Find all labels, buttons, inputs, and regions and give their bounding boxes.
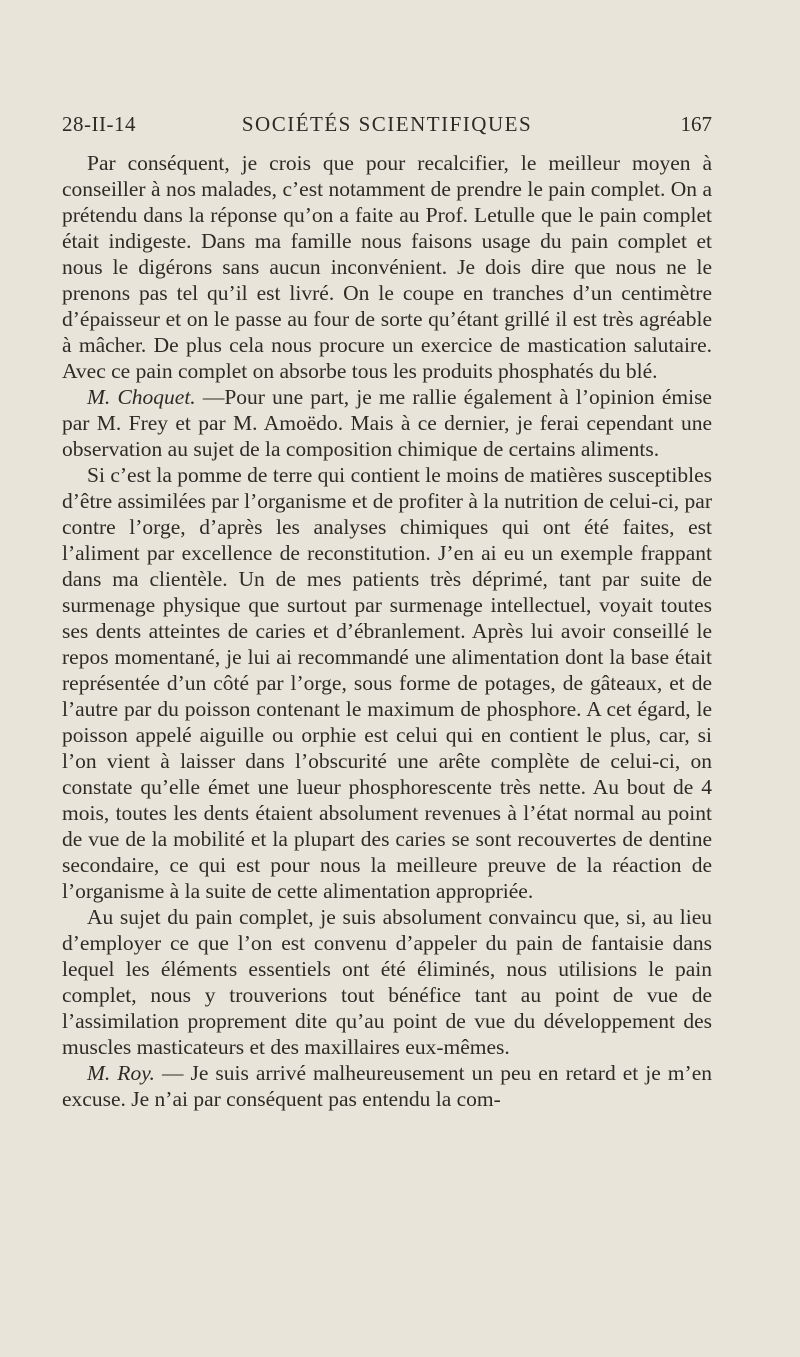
paragraph [62,384,712,462]
running-header [62,112,712,142]
paragraph-text: — Je suis arrivé malheureusement un peu en retard et je m’en excuse. Je n’ai par conséquent pas entendu la com- [62,1061,712,1111]
paragraph-text: —Pour une part, je me rallie également à l’opinion émise par M. Frey et par M. Amoëdo. Mais à ce dernier, je ferai cependant une observation au sujet de la composition chimique de certains aliments. [62,385,712,461]
paragraph-text: Si c’est la pomme de terre qui contient le moins de matières susceptibles d’être assimilées par l’organisme et de profiter à la nutrition de celui-ci, par contre l’orge, d’après les analyses chimiques qui ont été faites, est l’aliment par excellence de reconstitution. J’en ai eu un exemple frappant dans ma clientèle. Un de mes patients très déprimé, tant par suite de surmenage physique que surtout par surmenage intellectuel, voyait toutes ses dents atteintes de caries et d’ébranlement. Après lui avoir conseillé le repos momentané, je lui ai recommandé une alimentation dont la base était représentée d’un côté par l’orge, sous forme de potages, de gâteaux, et de l’autre par du poisson contenant le maximum de phosphore. A cet égard, le poisson appelé aiguille ou orphie est celui qui en contient le plus, car, si l’on vient à laisser dans l’obscurité une arête complète de celui-ci, on constate qu’elle émet une lueur phosphorescente très nette. Au bout de 4 mois, toutes les dents étaient absolument revenues à l’état normal au point de vue de la mobilité et la plupart des caries se sont recouvertes de dentine secondaire, ce qui est pour nous la meilleure preuve de la réaction de l’organisme à la suite de cette alimentation appropriée. [62,463,712,903]
paragraph-text: Par conséquent, je crois que pour recalcifier, le meilleur moyen à conseiller à nos malades, c’est notamment de prendre le pain complet. On a prétendu dans la réponse qu’on a faite au Prof. Letulle que le pain complet était indigeste. Dans ma famille nous faisons usage du pain complet et nous le digérons sans aucun inconvénient. Je dois dire que nous ne le prenons pas tel qu’il est livré. On le coupe en tranches d’un centimètre d’épaisseur et on le passe au four de sorte qu’étant grillé il est très agréable à mâcher. De plus cela nous procure un exercice de mastication salutaire. Avec ce pain complet on absorbe tous les produits phosphatés du blé. [62,151,712,383]
speaker-name: M. Choquet. [87,385,196,409]
paragraph [62,904,712,1060]
body-text [62,150,712,1112]
paragraph [62,150,712,384]
page-number: 167 [680,112,712,136]
speaker-name: M. Roy. [87,1061,155,1085]
header-date: 28-II-14 [62,112,136,136]
paragraph-text: Au sujet du pain complet, je suis absolument convaincu que, si, au lieu d’employer ce que l’on est convenu d’appeler du pain de fantaisie dans lequel les éléments essentiels ont été éliminés, nous utilisions le pain complet, nous y trouverions tout bénéfice tant au point de vue de l’assimilation proprement dite qu’au point de vue du développement des muscles masticateurs et des maxillaires eux-mêmes. [62,905,712,1059]
paragraph [62,462,712,904]
header-title: SOCIÉTÉS SCIENTIFIQUES [241,112,533,136]
paragraph [62,1060,712,1112]
